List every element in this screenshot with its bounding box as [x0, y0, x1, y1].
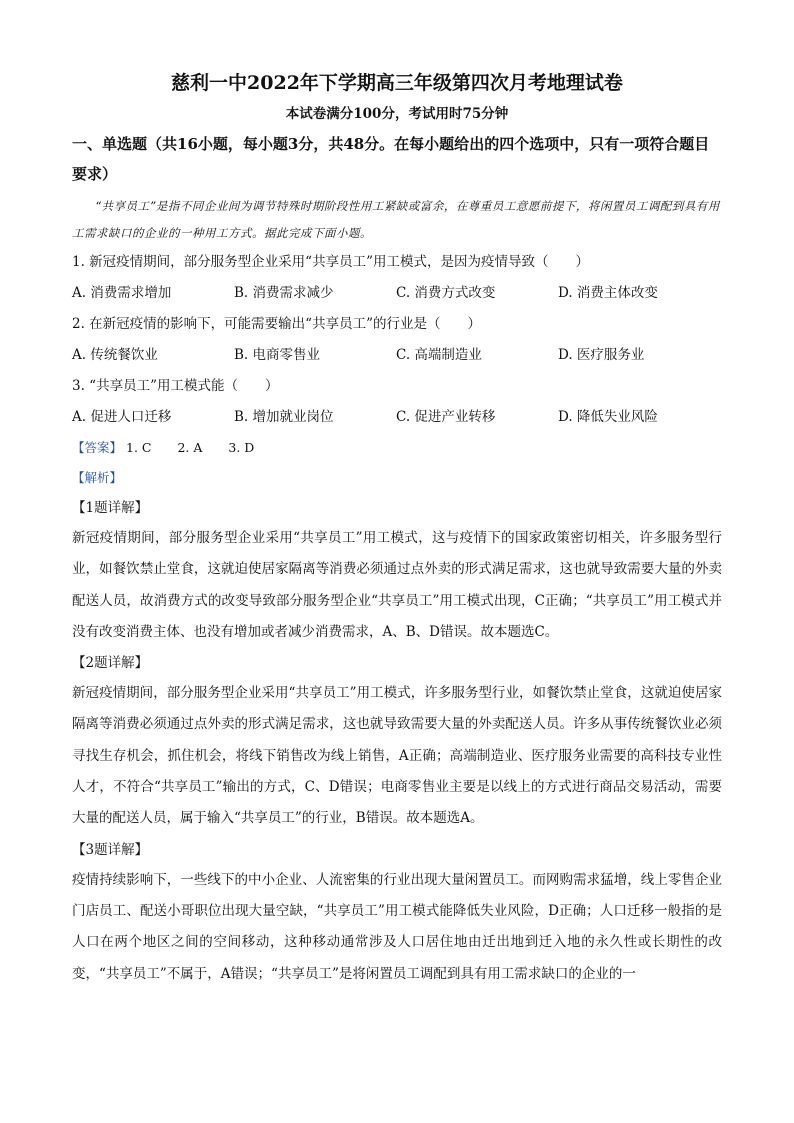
- option-a: A. 传统餐饮业: [72, 347, 158, 363]
- answer-tag: 【答案】: [72, 440, 123, 455]
- answer-3: 3. D: [228, 440, 255, 455]
- option-c: C. 消费方式改变: [396, 285, 496, 301]
- reading-passage: “共享员工”是指不同企业间为调节特殊时期阶段性用工紧缺或富余，在尊重员工意愿前提下，将闲置员工调配到具有用工需求缺口的企业的一种用工方式。据此完成下面小题。: [72, 199, 720, 240]
- option-b: B. 电商零售业: [234, 347, 321, 363]
- detail-heading: 【2题详解】: [72, 655, 149, 672]
- answer-1: 1. C: [126, 440, 152, 455]
- option-a: A. 促进人口迁移: [72, 409, 172, 425]
- exam-page: [72, 68, 722, 990]
- option-d: D. 消费主体改变: [558, 285, 658, 301]
- option-c: C. 高端制造业: [396, 347, 482, 363]
- question-3: [72, 371, 722, 433]
- option-a: A. 消费需求增加: [72, 285, 172, 301]
- option-list: [72, 278, 722, 309]
- question-stem: 2. 在新冠疫情的影响下，可能需要输出“共享员工”的行业是（ ）: [72, 316, 481, 332]
- option-list: [72, 402, 722, 433]
- question-stem: 3. “共享员工”用工模式能（ ）: [72, 378, 279, 394]
- option-list: [72, 340, 722, 371]
- detail-text: 新冠疫情期间，部分服务型企业采用“共享员工”用工模式，这与疫情下的国家政策密切相关，许多服务型行业，如餐饮禁止堂食，这就迫使居家隔离等消费必须通过点外卖的形式满足需求，这也就导致需要大量的外卖配送人员，故消费方式的改变导致部分服务型企业“共享员工”用工模式出现，C正确；“共享员工”用工模式并没有改变消费主体、也没有增加或者减少消费需求，A、B、D错误。故本题选C。: [72, 530, 722, 640]
- option-b: B. 消费需求减少: [234, 285, 334, 301]
- detail-2: [72, 648, 722, 834]
- detail-heading: 【1题详解】: [72, 500, 149, 516]
- detail-text: 新冠疫情期间，部分服务型企业采用“共享员工”用工模式，许多服务型行业，如餐饮禁止堂食，这就迫使居家隔离等消费必须通过点外卖的形式满足需求，这也就导致需要大量的外卖配送人员。许多从事传统餐饮业必须寻找生存机会，抓住机会，将线下销售改为线上销售，A正确；高端制造业、医疗服务业需要的高科技专业性人才，不符合“共享员工”输出的方式，C、D错误；电商零售业主要是以线上的方式进行商品交易活动，需要大量的配送人员，属于输入“共享员工”的行业，B错误。故本题选A。: [72, 685, 722, 827]
- detail-heading: 【3题详解】: [72, 841, 149, 858]
- question-stem: 1. 新冠疫情期间，部分服务型企业采用“共享员工”用工模式，是因为疫情导致（ ）: [72, 254, 589, 270]
- answer-row: [72, 433, 722, 463]
- question-2: [72, 309, 722, 371]
- option-c: C. 促进产业转移: [396, 409, 496, 425]
- answer-2: 2. A: [177, 440, 203, 455]
- option-d: D. 降低失业风险: [558, 409, 658, 425]
- detail-1: [72, 493, 722, 648]
- question-1: [72, 247, 722, 309]
- exam-subtitle: 本试卷满分100分，考试用时75分钟: [285, 106, 509, 122]
- section-heading: 一、单选题（共16小题，每小题3分，共48分。在每小题给出的四个选项中，只有一项符合题目要求）: [72, 135, 710, 183]
- exam-title: 慈利一中2022年下学期高三年级第四次月考地理试卷: [171, 72, 623, 94]
- analysis-row: [72, 463, 722, 493]
- option-b: B. 增加就业岗位: [234, 409, 334, 425]
- detail-3: [72, 835, 722, 990]
- detail-text: 疫情持续影响下，一些线下的中小企业、人流密集的行业出现大量闲置员工。而网购需求猛增，线上零售企业门店员工、配送小哥职位出现大量空缺，“共享员工”用工模式能降低失业风险，D正确；人口迁移一般指的是人口在两个地区之间的空间移动，这种移动通常涉及人口居住地由迁出地到迁入地的永久性或长期性的改变，“共享员工”不属于，A错误；“共享员工”是将闲置员工调配到具有用工需求缺口的企业的一: [72, 871, 722, 982]
- option-d: D. 医疗服务业: [558, 347, 645, 363]
- analysis-tag: 【解析】: [72, 470, 123, 485]
